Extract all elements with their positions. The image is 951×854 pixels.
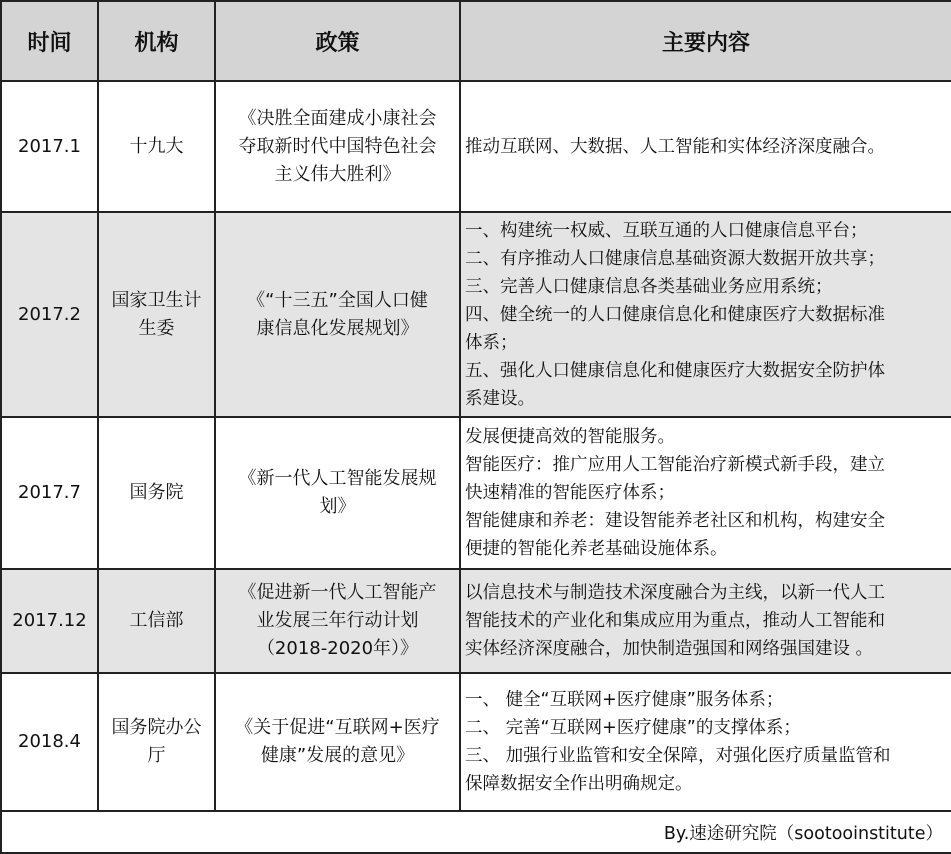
cell-org	[98, 673, 215, 811]
table-row	[1, 81, 951, 212]
content-line: 二、有序推动人口健康信息基础资源大数据开放共享；	[465, 248, 885, 269]
cell-content	[460, 569, 951, 673]
policy-line: 《“十三五”全国人口健	[247, 289, 428, 311]
cell-time: 2017.2	[1, 212, 98, 417]
cell-content	[460, 673, 951, 811]
content-line: 智能医疗：推广应用人工智能治疗新模式新手段，建立	[465, 455, 885, 475]
org-line: 国家卫生计	[111, 289, 202, 311]
footer-credit: By.速途研究院（sootooinstitute）	[1, 811, 951, 853]
content-line: 二、 完善“互联网+医疗健康”的支撑体系；	[465, 718, 801, 738]
content-line: 保障数据安全作出明确规定。	[465, 774, 693, 794]
cell-time: 2017.1	[1, 81, 98, 212]
content-line: 发展便捷高效的智能服务。	[465, 427, 675, 447]
header-policy: 政策	[215, 1, 460, 81]
cell-content	[460, 212, 951, 417]
content-line: 便捷的智能化养老基础设施体系。	[465, 539, 728, 559]
policy-line: 业发展三年行动计划	[256, 610, 419, 631]
policy-line: 《关于促进“互联网+医疗	[235, 717, 440, 738]
cell-policy	[215, 212, 460, 417]
cell-content	[460, 417, 951, 569]
table-row	[1, 417, 951, 569]
header-content: 主要内容	[460, 1, 951, 81]
policy-line: 《新一代人工智能发展规	[238, 468, 437, 489]
org-line: 厅	[147, 745, 166, 766]
footer-row	[1, 811, 951, 853]
content-line: 三、完善人口健康信息各类基础业务应用系统；	[465, 276, 833, 297]
policy-line: 《决胜全面建成小康社会	[238, 107, 437, 129]
cell-time: 2017.7	[1, 417, 98, 569]
org-line: 国务院	[129, 482, 184, 503]
content-line: 智能技术的产业化和集成应用为重点，推动人工智能和	[465, 611, 885, 631]
org-line: 国务院办公	[111, 717, 202, 738]
cell-policy	[215, 417, 460, 569]
policy-line: 夺取新时代中国特色社会	[238, 135, 437, 157]
table-row	[1, 569, 951, 673]
header-org: 机构	[98, 1, 215, 81]
content-line: 实体经济深度融合，加快制造强国和网络强国建设 。	[465, 639, 874, 659]
content-line: 系建设。	[465, 388, 535, 409]
table-row	[1, 673, 951, 811]
header-time: 时间	[1, 1, 98, 81]
org-line: 十九大	[129, 135, 184, 157]
policy-line: 划》	[319, 496, 356, 517]
policy-line: 主义伟大胜利》	[274, 163, 401, 185]
content-line: 以信息技术与制造技术深度融合为主线，以新一代人工	[465, 583, 885, 603]
cell-policy	[215, 673, 460, 811]
cell-time: 2017.12	[1, 569, 98, 673]
content-line: 一、 健全“互联网+医疗健康”服务体系；	[465, 690, 784, 710]
content-line: 快速精准的智能医疗体系；	[465, 483, 675, 503]
content-line: 四、健全统一的人口健康信息化和健康医疗大数据标准	[465, 304, 885, 325]
cell-org	[98, 212, 215, 417]
cell-time: 2018.4	[1, 673, 98, 811]
org-line: 生委	[138, 317, 175, 339]
policy-line: 《促进新一代人工智能产	[238, 582, 437, 603]
cell-org	[98, 569, 215, 673]
header-row	[1, 1, 951, 81]
cell-org	[98, 417, 215, 569]
content-line: 三、 加强行业监管和安全保障，对强化医疗质量监管和	[465, 746, 891, 766]
content-line: 体系；	[465, 332, 518, 353]
org-line: 工信部	[129, 610, 184, 631]
content-line: 五、强化人口健康信息化和健康医疗大数据安全防护体	[465, 360, 885, 381]
table-row	[1, 212, 951, 417]
policy-line: 康信息化发展规划》	[256, 317, 419, 339]
cell-content	[460, 81, 951, 212]
cell-org	[98, 81, 215, 212]
content-line: 智能健康和养老：建设智能养老社区和机构，构建安全	[465, 511, 885, 531]
cell-policy	[215, 569, 460, 673]
policy-line: （2018-2020年）》	[256, 638, 419, 659]
content-line: 一、构建统一权威、互联互通的人口健康信息平台；	[465, 220, 868, 241]
cell-policy	[215, 81, 460, 212]
policy-line: 健康”发展的意见》	[260, 745, 415, 766]
content-line: 推动互联网、大数据、人工智能和实体经济深度融合。	[465, 136, 885, 157]
